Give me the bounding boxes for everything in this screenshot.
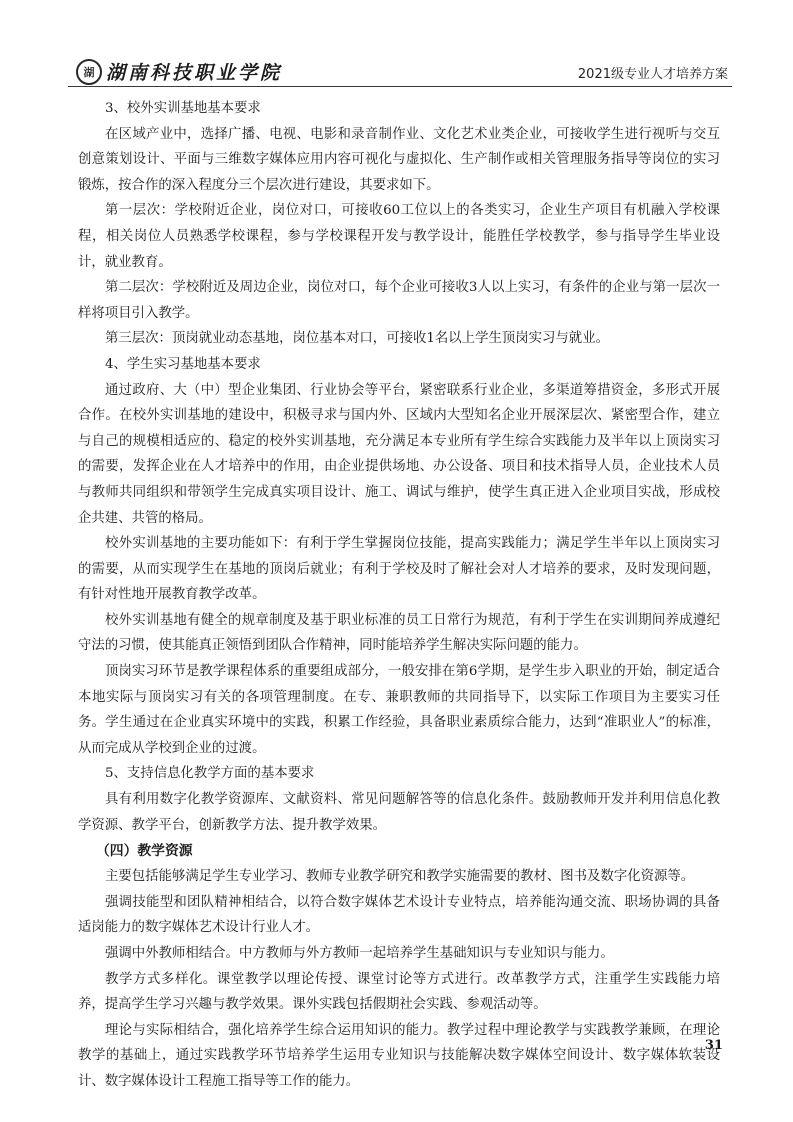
document-title: 2021级专业人才培养方案 bbox=[577, 67, 728, 82]
page-number: 31 bbox=[704, 1038, 723, 1053]
paragraph: 校外实训基地的主要功能如下：有利于学生掌握岗位技能，提高实践能力；满足学生半年以上顶岗实习的需要，从而实现学生在基地的顶岗后就业；有利于学校及时了解社会对人才培养的要求，及时发现问题，有针对性地开展教育教学改革。 bbox=[78, 536, 720, 603]
section-heading: 5、支持信息化教学方面的基本要求 bbox=[105, 766, 315, 782]
paragraph: 顶岗实习环节是教学课程体系的重要组成部分，一般安排在第6学期，是学生步入职业的开始，制定适合本地实际与顶岗实习有关的各项管理制度。在专、兼职教师的共同指导下，以实际工作项目为主要实习任务。学生通过在企业真实环境中的实践，积累工作经验，具备职业素质综合能力，达到“准职业人”的标准，从而完成从学校到企业的过渡。 bbox=[78, 664, 720, 756]
paragraph: 理论与实际相结合，强化培养学生综合运用知识的能力。教学过程中理论教学与实践教学兼顾，在理论教学的基础上，通过实践教学环节培养学生运用专业知识与技能解决数字媒体空间设计、数字媒体软装设计、数字媒体设计工程施工指导等工作的能力。 bbox=[78, 1022, 720, 1089]
section-heading: 4、学生实习基地基本要求 bbox=[105, 356, 261, 372]
paragraph: 强调技能型和团队精神相结合，以符合数字媒体艺术设计专业特点，培养能沟通交流、职场协调的具备适岗能力的数字媒体艺术设计行业人才。 bbox=[78, 894, 720, 936]
logo-text: 湖南科技职业学院 bbox=[106, 62, 283, 84]
page-header bbox=[68, 50, 732, 90]
header-divider bbox=[68, 86, 732, 87]
paragraph: 第一层次：学校附近企业，岗位对口，可接收60工位以上的各类实习，企业生产项目有机融入学校课程，相关岗位人员熟悉学校课程，参与学校课程开发与教学设计，能胜任学校教学，参与指导学生毕业设计，就业教育。 bbox=[78, 203, 720, 270]
section-heading: （四）教学资源 bbox=[96, 843, 193, 860]
paragraph: 第三层次：顶岗就业动态基地，岗位基本对口，可接收1名以上学生顶岗实习与就业。 bbox=[105, 331, 609, 347]
paragraph: 通过政府、大（中）型企业集团、行业协会等平台，紧密联系行业企业，多渠道筹措资金，多形式开展合作。在校外实训基地的建设中，积极寻求与国内外、区域内大型知名企业开展深层次、紧密型合作，建立与自己的规模相适应的、稳定的校外实训基地，充分满足本专业所有学生综合实践能力及半年以上顶岗实习的需要，发挥企业在人才培养中的作用，由企业提供场地、办公设备、项目和技术指导人员，企业技术人员与教师共同组织和带领学生完成真实项目设计、施工、调试与维护，使学生真正进入企业项目实战，形成校企共建、共管的格局。 bbox=[78, 382, 720, 526]
emblem-icon: 湖 bbox=[76, 59, 102, 85]
paragraph: 具有利用数字化教学资源库、文献资料、常见问题解答等的信息化条件。鼓励教师开发并利用信息化教学资源、教学平台，创新教学方法、提升教学效果。 bbox=[78, 792, 720, 833]
section-heading: 3、校外实训基地基本要求 bbox=[105, 101, 261, 116]
school-logo bbox=[76, 58, 282, 85]
paragraph: 教学方式多样化。课堂教学以理论传授、课堂讨论等方式进行。改革教学方式，注重学生实践能力培养，提高学生学习兴趣与教学效果。课外实践包括假期社会实践、参观活动等。 bbox=[78, 971, 720, 1013]
paragraph: 校外实训基地有健全的规章制度及基于职业标准的员工日常行为规范，有利于学生在实训期间养成遵纪守法的习惯，使其能真正领悟到团队合作精神，同时能培养学生解决实际问题的能力。 bbox=[78, 612, 720, 654]
paragraph: 强调中外教师相结合。中方教师与外方教师一起培养学生基础知识与专业知识与能力。 bbox=[105, 946, 614, 961]
document-body bbox=[78, 96, 720, 1095]
paragraph: 第二层次：学校附近及周边企业，岗位对口，每个企业可接收3人以上实习，有条件的企业与第一层次一样将项目引入教学。 bbox=[78, 280, 720, 321]
paragraph: 在区域产业中，选择广播、电视、电影和录音制作业、文化艺术业类企业，可接收学生进行视听与交互创意策划设计、平面与三维数字媒体应用内容可视化与虚拟化、生产制作或相关管理服务指导等岗位的实习锻炼，按合作的深入程度分三个层次进行建设，其要求如下。 bbox=[78, 126, 720, 193]
paragraph: 主要包括能够满足学生专业学习、教师专业教学研究和教学实施需要的教材、图书及数字化资源等。 bbox=[105, 869, 695, 885]
